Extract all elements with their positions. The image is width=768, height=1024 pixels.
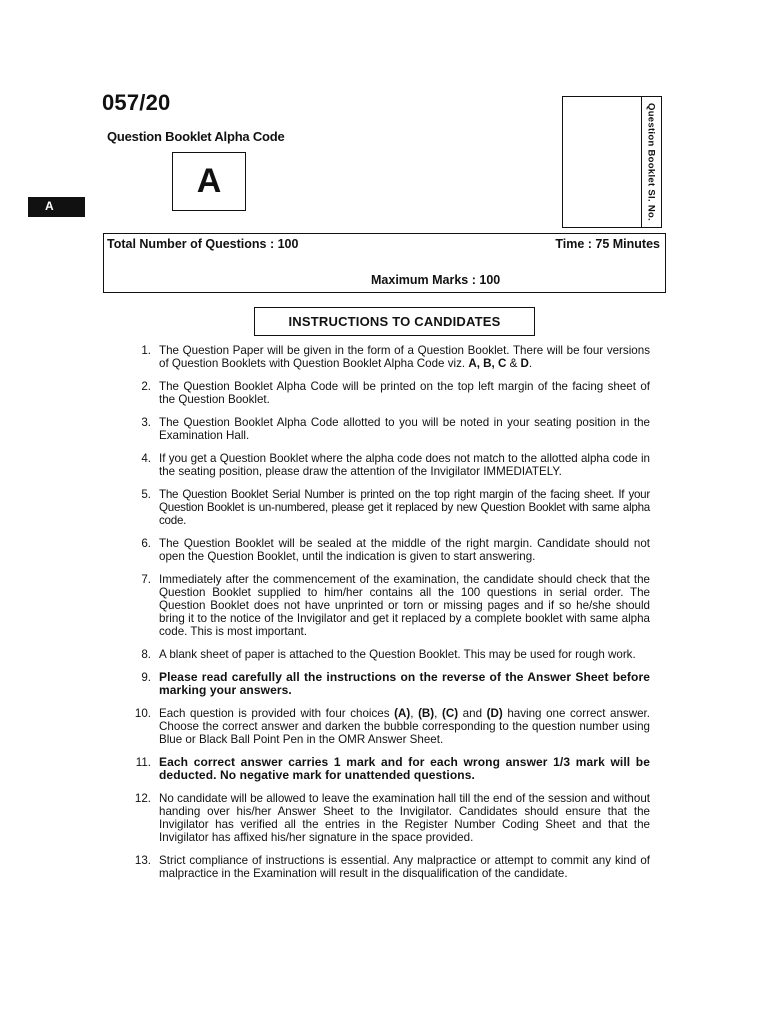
side-tab: A	[28, 197, 85, 217]
paper-code: 057/20	[102, 90, 171, 115]
item-number: 7.	[141, 573, 151, 586]
item-number: 3.	[141, 416, 151, 429]
list-item	[120, 537, 650, 563]
item-number: 11.	[135, 756, 151, 769]
list-item	[120, 573, 650, 638]
item-text: The Question Booklet Alpha Code will be printed on the top left margin of the facing sheet of the Question Booklet.	[159, 380, 650, 406]
item-number: 12.	[134, 792, 151, 805]
item-number: 5.	[141, 488, 151, 501]
item-text: The Question Booklet Serial Number is printed on the top right margin of the facing sheet. If your Question Booklet is un-numbered, please get it replaced by new Question Booklet with same alpha code.	[159, 488, 650, 527]
item-text: Immediately after the commencement of the examination, the candidate should check that the Question Booklet supplied to him/her contains all the 100 questions in serial order. The Question Booklet does not have unprinted or torn or missing pages and if so he/she should bring it to the notice of the Invigilator and get it replaced by a complete booklet with same alpha code. This is most important.	[159, 573, 650, 638]
instructions-list	[120, 344, 650, 890]
list-item	[120, 416, 650, 442]
exam-time: Time : 75 Minutes	[555, 237, 660, 251]
item-number: 6.	[141, 537, 151, 550]
item-text: The Question Booklet will be sealed at the middle of the right margin. Candidate should not open the Question Booklet, until the indication is given to start answering.	[159, 537, 650, 563]
list-item	[120, 671, 650, 697]
alpha-code-label: Question Booklet Alpha Code	[107, 129, 285, 144]
list-item	[120, 380, 650, 406]
list-item	[120, 707, 650, 746]
exam-info-box	[103, 233, 666, 293]
item-number: 2.	[141, 380, 151, 393]
instructions-title: INSTRUCTIONS TO CANDIDATES	[254, 307, 535, 336]
serial-number-label: Question Booklet Sl. No.	[645, 102, 657, 222]
item-number: 8.	[141, 648, 151, 661]
list-item	[120, 854, 650, 880]
list-item	[120, 756, 650, 782]
item-text: No candidate will be allowed to leave the examination hall till the end of the session and without handing over his/her Answer Sheet to the Invigilator. Candidates should ensure that the Invigilator has verified all the entries in the Register Number Coding Sheet and that the Invigilator has affixed his/her signature in the space provided.	[159, 792, 650, 844]
item-text: If you get a Question Booklet where the alpha code does not match to the allotted alpha code in the seating position, please draw the attention of the Invigilator IMMEDIATELY.	[159, 452, 650, 478]
item-text: Each correct answer carries 1 mark and for each wrong answer 1/3 mark will be deducted. No negative mark for unattended questions.	[159, 755, 650, 782]
item-text: Strict compliance of instructions is essential. Any malpractice or attempt to commit any kind of malpractice in the Examination will result in the disqualification of the candidate.	[159, 854, 650, 880]
maximum-marks: Maximum Marks : 100	[371, 273, 501, 287]
list-item	[120, 488, 650, 527]
list-item	[120, 648, 650, 661]
item-number: 10.	[134, 707, 151, 720]
item-text: Please read carefully all the instructions on the reverse of the Answer Sheet before marking your answers.	[159, 670, 650, 697]
item-number: 9.	[141, 671, 151, 684]
item-number: 4.	[141, 452, 151, 465]
item-text: The Question Booklet Alpha Code allotted to you will be noted in your seating position in the Examination Hall.	[159, 416, 650, 442]
item-number: 13.	[134, 854, 151, 867]
list-item	[120, 452, 650, 478]
list-item	[120, 792, 650, 844]
item-text: A blank sheet of paper is attached to the Question Booklet. This may be used for rough work.	[159, 648, 636, 661]
item-text: The Question Paper will be given in the form of a Question Booklet. There will be four versions of Question Booklets with Question Booklet Alpha Code viz. A, B, C & D.	[159, 344, 650, 370]
alpha-code-box: A	[172, 152, 246, 211]
list-item	[120, 344, 650, 370]
item-number: 1.	[141, 344, 151, 357]
total-questions: Total Number of Questions : 100	[107, 237, 299, 251]
item-text: Each question is provided with four choices (A), (B), (C) and (D) having one correct answer. Choose the correct answer and darken the bubble corresponding to the question number using Blue or Black Ball Point Pen in the OMR Answer Sheet.	[159, 707, 650, 746]
